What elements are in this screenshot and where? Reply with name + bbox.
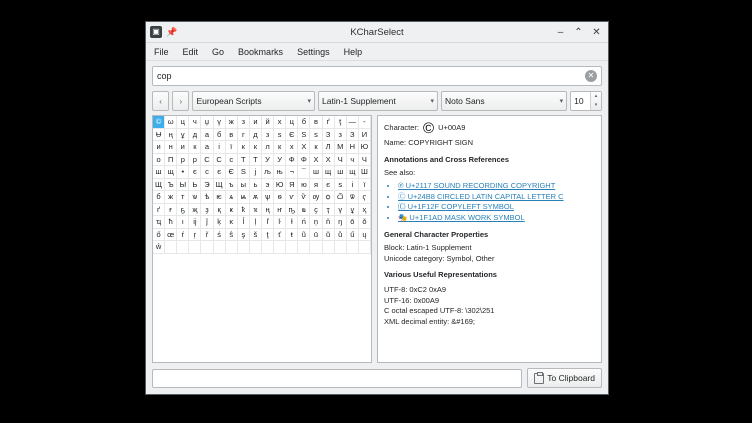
- character-cell[interactable]: У: [262, 154, 274, 167]
- character-cell[interactable]: ť: [274, 229, 286, 242]
- maximize-button[interactable]: ⌃: [574, 26, 583, 38]
- character-cell: [262, 241, 274, 254]
- character-cell[interactable]: ғ: [165, 204, 177, 217]
- character-cell: [274, 241, 286, 254]
- clipboard-icon: [534, 373, 544, 384]
- character-cell[interactable]: ś: [214, 229, 226, 242]
- character-cell[interactable]: ω: [165, 116, 177, 129]
- character-cell[interactable]: З: [347, 129, 359, 142]
- character-cell[interactable]: к: [250, 141, 262, 154]
- character-cell[interactable]: ľ: [262, 216, 274, 229]
- character-cell: [177, 241, 189, 254]
- character-cell[interactable]: Ф: [286, 154, 298, 167]
- character-cell[interactable]: ő: [153, 229, 165, 242]
- character-cell[interactable]: җ: [189, 204, 201, 217]
- character-cell[interactable]: н: [165, 141, 177, 154]
- representations-list: [384, 285, 595, 329]
- character-cell[interactable]: Φ: [298, 154, 310, 167]
- character-cell[interactable]: ѵ: [286, 191, 298, 204]
- character-cell[interactable]: š: [250, 229, 262, 242]
- cross-reference-link[interactable]: 🄒 U+1F12F COPYLEFT SYMBOL: [398, 202, 514, 212]
- cross-reference-link[interactable]: ℗ U+2117 SOUND RECORDING COPYRIGHT: [398, 180, 556, 190]
- character-cell[interactable]: ѽ: [335, 191, 347, 204]
- search-row: [146, 61, 608, 89]
- character-cell[interactable]: т: [177, 191, 189, 204]
- character-cell[interactable]: ō: [347, 216, 359, 229]
- name-value: COPYRIGHT SIGN: [408, 138, 474, 147]
- representation-row: XML decimal entity: &#169;: [384, 317, 476, 327]
- character-cell[interactable]: Є: [226, 166, 238, 179]
- character-cell[interactable]: ѧ: [226, 191, 238, 204]
- font-select-value: Noto Sans: [444, 96, 485, 106]
- character-cell[interactable]: ҵ: [153, 216, 165, 229]
- character-cell[interactable]: а: [201, 141, 213, 154]
- character-cell: [189, 241, 201, 254]
- character-cell[interactable]: ņ: [310, 216, 322, 229]
- character-cell[interactable]: ѩ: [238, 191, 250, 204]
- cross-reference-item[interactable]: [398, 202, 595, 213]
- font-select[interactable]: [441, 91, 567, 111]
- character-cell[interactable]: ц: [177, 116, 189, 129]
- character-cell[interactable]: є: [214, 166, 226, 179]
- character-cell[interactable]: ҕ: [177, 204, 189, 217]
- character-cell[interactable]: ĳ: [189, 216, 201, 229]
- character-cell[interactable]: љ: [262, 166, 274, 179]
- character-cell[interactable]: ѿ: [347, 191, 359, 204]
- character-cell[interactable]: Х: [298, 141, 310, 154]
- annotations-heading: Annotations and Cross References: [384, 154, 510, 164]
- character-cell[interactable]: щ: [165, 166, 177, 179]
- character-row: [384, 121, 595, 136]
- character-cell[interactable]: Щ: [214, 179, 226, 192]
- representations-heading: Various Useful Representations: [384, 269, 497, 279]
- character-cell[interactable]: ј: [250, 166, 262, 179]
- character-cell[interactable]: ţ: [335, 116, 347, 129]
- character-name-row: [384, 138, 595, 149]
- character-cell[interactable]: ң: [262, 204, 274, 217]
- character-cell[interactable]: к: [310, 141, 322, 154]
- character-cell[interactable]: ї: [359, 179, 371, 192]
- character-cell[interactable]: б: [214, 129, 226, 142]
- character-cell[interactable]: ҫ: [310, 204, 322, 217]
- character-cell[interactable]: ь: [250, 179, 262, 192]
- character-cell[interactable]: к: [238, 141, 250, 154]
- character-cell: [201, 241, 213, 254]
- to-clipboard-label: To Clipboard: [547, 373, 595, 383]
- chevron-down-icon: ▾: [559, 98, 564, 105]
- character-cell[interactable]: ґ: [153, 204, 165, 217]
- character-cell[interactable]: ń: [298, 216, 310, 229]
- character-cell[interactable]: ҟ: [238, 204, 250, 217]
- close-button[interactable]: ✕: [592, 26, 601, 38]
- character-cell[interactable]: щ: [347, 166, 359, 179]
- character-cell[interactable]: Ш: [359, 166, 371, 179]
- search-input[interactable]: [152, 66, 602, 86]
- character-cell[interactable]: ҭ: [323, 204, 335, 217]
- character-cell: [238, 241, 250, 254]
- cross-reference-link[interactable]: 🎭 U+1F1AD MASK WORK SYMBOL: [398, 213, 525, 223]
- character-cell[interactable]: з: [262, 129, 274, 142]
- window-controls: [555, 27, 604, 38]
- kcharselect-window: [145, 21, 609, 395]
- character-cell[interactable]: щ: [323, 166, 335, 179]
- character-cell: [286, 241, 298, 254]
- minimize-button[interactable]: –: [557, 26, 564, 38]
- character-cell[interactable]: б: [298, 116, 310, 129]
- character-cell[interactable]: ҳ: [359, 204, 371, 217]
- menu-settings[interactable]: Settings: [297, 46, 330, 57]
- character-cell[interactable]: ҥ: [274, 204, 286, 217]
- character-cell[interactable]: ĸ: [226, 216, 238, 229]
- pin-icon[interactable]: 📌: [166, 26, 178, 37]
- menu-go[interactable]: Go: [212, 46, 225, 57]
- character-cell[interactable]: ы: [238, 179, 250, 192]
- bottom-bar: [146, 363, 608, 394]
- character-cell[interactable]: ш: [153, 166, 165, 179]
- character-cell[interactable]: ү: [214, 116, 226, 129]
- character-cell[interactable]: р: [177, 154, 189, 167]
- character-cell[interactable]: ҧ: [286, 204, 298, 217]
- character-cell[interactable]: ş: [238, 229, 250, 242]
- character-cell[interactable]: ҁ: [359, 191, 371, 204]
- character-cell[interactable]: ű: [347, 229, 359, 242]
- character-cell[interactable]: ł: [286, 216, 298, 229]
- character-cell[interactable]: Ѕ: [238, 166, 250, 179]
- character-cell[interactable]: С: [214, 154, 226, 167]
- character-cell[interactable]: ŋ: [335, 216, 347, 229]
- character-cell[interactable]: ң: [165, 129, 177, 142]
- character-cell[interactable]: в: [226, 129, 238, 142]
- character-cell[interactable]: ѻ: [323, 191, 335, 204]
- character-cell[interactable]: œ: [165, 229, 177, 242]
- character-cell[interactable]: ĺ: [238, 216, 250, 229]
- character-cell[interactable]: ŀ: [274, 216, 286, 229]
- character-cell[interactable]: ш: [310, 166, 322, 179]
- font-size-decrease-icon[interactable]: ▾: [594, 102, 598, 108]
- back-button[interactable]: ‹: [152, 91, 169, 111]
- character-cell[interactable]: ŝ: [226, 229, 238, 242]
- character-cell[interactable]: ѫ: [250, 191, 262, 204]
- character-cell[interactable]: ъ: [226, 179, 238, 192]
- character-cell: [214, 241, 226, 254]
- character-cell[interactable]: ř: [201, 229, 213, 242]
- character-cell[interactable]: г: [238, 129, 250, 142]
- character-cell[interactable]: ũ: [298, 229, 310, 242]
- character-cell[interactable]: Ю: [274, 179, 286, 192]
- character-cell[interactable]: ¬: [286, 166, 298, 179]
- character-cell[interactable]: д: [189, 129, 201, 142]
- character-cell[interactable]: Ч: [359, 154, 371, 167]
- menu-edit[interactable]: Edit: [182, 46, 199, 57]
- character-cell[interactable]: х: [286, 141, 298, 154]
- character-cell[interactable]: ţ: [262, 229, 274, 242]
- character-cell[interactable]: ґ: [323, 116, 335, 129]
- character-glyph: ©: [423, 120, 435, 137]
- character-cell[interactable]: с: [201, 166, 213, 179]
- script-select-value: European Scripts: [196, 96, 262, 106]
- character-cell: [335, 241, 347, 254]
- character-cell[interactable]: ň: [323, 216, 335, 229]
- character-cell[interactable]: Л: [323, 141, 335, 154]
- app-icon: ▣: [150, 26, 162, 38]
- window-titlebar[interactable]: [146, 22, 608, 43]
- character-cell[interactable]: ŗ: [189, 229, 201, 242]
- character-cell[interactable]: Є: [286, 129, 298, 142]
- character-cell[interactable]: Н: [347, 141, 359, 154]
- character-cell: [298, 241, 310, 254]
- main-content: [146, 115, 608, 363]
- character-cell: [226, 241, 238, 254]
- character-cell[interactable]: ŭ: [323, 229, 335, 242]
- character-cell[interactable]: М: [335, 141, 347, 154]
- menubar: [146, 43, 608, 61]
- character-cell: [310, 241, 322, 254]
- character-cell[interactable]: ļ: [250, 216, 262, 229]
- character-cell[interactable]: ‑: [359, 116, 371, 129]
- character-grid[interactable]: [153, 116, 371, 254]
- character-cell[interactable]: ѕ: [335, 179, 347, 192]
- character-cell[interactable]: ¯: [298, 166, 310, 179]
- character-cell[interactable]: ҡ: [250, 204, 262, 217]
- character-cell[interactable]: З: [323, 129, 335, 142]
- character-cell[interactable]: я: [310, 179, 322, 192]
- font-size-spin-buttons[interactable]: [590, 92, 601, 110]
- forward-button[interactable]: ›: [172, 91, 189, 111]
- character-cell[interactable]: в: [310, 116, 322, 129]
- character-cell[interactable]: ѕ: [310, 129, 322, 142]
- character-cell[interactable]: Ч: [335, 154, 347, 167]
- name-label: Name:: [384, 138, 407, 147]
- character-cell[interactable]: ѥ: [214, 191, 226, 204]
- to-clipboard-button[interactable]: [527, 368, 602, 388]
- character-cell[interactable]: Щ: [153, 179, 165, 192]
- character-cell[interactable]: ұ: [347, 204, 359, 217]
- cross-reference-item[interactable]: [398, 181, 595, 192]
- character-cell[interactable]: ҩ: [298, 204, 310, 217]
- character-cell[interactable]: л: [262, 141, 274, 154]
- cross-reference-link[interactable]: Ⓒ U+24B8 CIRCLED LATIN CAPITAL LETTER C: [398, 191, 564, 201]
- cross-reference-item[interactable]: [398, 213, 595, 224]
- character-cell[interactable]: ů: [335, 229, 347, 242]
- menu-help[interactable]: Help: [343, 46, 363, 57]
- character-cell[interactable]: Ь: [189, 179, 201, 192]
- character-cell: [323, 241, 335, 254]
- chevron-down-icon: ▾: [307, 98, 312, 105]
- character-cell[interactable]: •: [177, 166, 189, 179]
- character-cell[interactable]: ѣ: [201, 191, 213, 204]
- character-cell[interactable]: а: [201, 129, 213, 142]
- character-cell[interactable]: і: [214, 141, 226, 154]
- character-cell[interactable]: ѕ: [274, 129, 286, 142]
- titlebar-left-icons: [150, 26, 178, 38]
- character-cell[interactable]: р: [189, 154, 201, 167]
- character-cell[interactable]: ҙ: [201, 204, 213, 217]
- character-cell[interactable]: ҝ: [226, 204, 238, 217]
- character-cell[interactable]: ѷ: [298, 191, 310, 204]
- see-also-label: See also:: [384, 167, 416, 177]
- character-label: Character:: [384, 123, 420, 133]
- category-row: Unicode category: Symbol, Other: [384, 253, 495, 263]
- character-cell[interactable]: ѳ: [274, 191, 286, 204]
- character-cell[interactable]: ı: [177, 216, 189, 229]
- character-cell[interactable]: ұ: [177, 129, 189, 142]
- character-cell[interactable]: и: [250, 116, 262, 129]
- character-cell[interactable]: У: [274, 154, 286, 167]
- character-cell[interactable]: ķ: [214, 216, 226, 229]
- character-cell[interactable]: Ю: [359, 141, 371, 154]
- font-size-stepper[interactable]: [570, 91, 602, 111]
- search-input-value[interactable]: cop: [157, 71, 172, 81]
- character-cell: [347, 241, 359, 254]
- character-cell[interactable]: к: [274, 141, 286, 154]
- character-cell[interactable]: қ: [214, 204, 226, 217]
- character-cell: [359, 241, 371, 254]
- menu-file[interactable]: File: [154, 46, 169, 57]
- navigation-toolbar: [146, 89, 608, 115]
- character-cell[interactable]: и: [177, 141, 189, 154]
- character-cell[interactable]: ч: [189, 116, 201, 129]
- character-cell[interactable]: ү: [335, 204, 347, 217]
- character-cell[interactable]: ш: [335, 166, 347, 179]
- character-cell[interactable]: ч: [347, 154, 359, 167]
- character-cell[interactable]: Т: [238, 154, 250, 167]
- character-grid-pane[interactable]: [152, 115, 372, 363]
- character-cell[interactable]: —: [347, 116, 359, 129]
- character-cell[interactable]: Э: [201, 179, 213, 192]
- character-cell[interactable]: з: [238, 116, 250, 129]
- character-cell[interactable]: Х: [310, 154, 322, 167]
- character-cell[interactable]: є: [323, 179, 335, 192]
- character-cell[interactable]: ŕ: [177, 229, 189, 242]
- character-cell[interactable]: ŵ: [153, 241, 165, 254]
- character-cell[interactable]: ŏ: [359, 216, 371, 229]
- character-cell[interactable]: ū: [310, 229, 322, 242]
- block-row: Block: Latin-1 Supplement: [384, 243, 472, 252]
- character-cell[interactable]: с: [226, 154, 238, 167]
- clear-search-icon[interactable]: ✕: [585, 70, 597, 82]
- character-cell[interactable]: Ʉ: [153, 129, 165, 142]
- character-cell[interactable]: Ъ: [165, 179, 177, 192]
- menu-bookmarks[interactable]: Bookmarks: [238, 46, 284, 57]
- script-select[interactable]: [192, 91, 315, 111]
- character-cell[interactable]: ж: [226, 116, 238, 129]
- character-cell[interactable]: Ѕ: [298, 129, 310, 142]
- character-cell[interactable]: к: [189, 141, 201, 154]
- character-cell[interactable]: ħ: [165, 216, 177, 229]
- character-cell[interactable]: о: [153, 154, 165, 167]
- character-codepoint: U+00A9: [438, 123, 466, 133]
- cross-reference-list: [384, 181, 595, 225]
- cross-reference-item[interactable]: [398, 192, 595, 203]
- character-cell[interactable]: Ы: [177, 179, 189, 192]
- character-cell[interactable]: ĵ: [201, 216, 213, 229]
- character-cell[interactable]: б: [153, 191, 165, 204]
- character-cell[interactable]: ŧ: [286, 229, 298, 242]
- clipboard-text-input[interactable]: [152, 369, 522, 388]
- character-cell[interactable]: џ: [201, 116, 213, 129]
- character-cell[interactable]: С: [201, 154, 213, 167]
- representation-row: UTF-8: 0xC2 0xA9: [384, 284, 447, 294]
- character-details-pane: [377, 115, 602, 363]
- character-cell[interactable]: х: [274, 116, 286, 129]
- character-cell[interactable]: є: [189, 166, 201, 179]
- character-cell: [165, 241, 177, 254]
- general-properties-heading: General Character Properties: [384, 230, 489, 240]
- character-cell[interactable]: й: [262, 116, 274, 129]
- window-title: KCharSelect: [350, 26, 404, 38]
- character-cell[interactable]: з: [335, 129, 347, 142]
- character-cell[interactable]: ѹ: [310, 191, 322, 204]
- font-size-increase-icon[interactable]: ▴: [594, 93, 598, 99]
- character-cell[interactable]: ©: [153, 116, 165, 129]
- character-cell[interactable]: П: [165, 154, 177, 167]
- character-cell[interactable]: э: [262, 179, 274, 192]
- character-cell: [250, 241, 262, 254]
- character-cell[interactable]: њ: [274, 166, 286, 179]
- character-cell[interactable]: Х: [323, 154, 335, 167]
- character-cell[interactable]: ж: [165, 191, 177, 204]
- character-cell[interactable]: ю: [298, 179, 310, 192]
- character-cell[interactable]: ѱ: [262, 191, 274, 204]
- character-cell[interactable]: ѡ: [189, 191, 201, 204]
- font-size-value: 10: [574, 96, 584, 106]
- character-cell[interactable]: Т: [250, 154, 262, 167]
- character-cell[interactable]: ї: [226, 141, 238, 154]
- character-cell[interactable]: ц: [286, 116, 298, 129]
- character-cell[interactable]: д: [250, 129, 262, 142]
- character-cell[interactable]: ų: [359, 229, 371, 242]
- representation-row: C octal escaped UTF-8: \302\251: [384, 306, 495, 316]
- character-cell[interactable]: Я: [286, 179, 298, 192]
- chevron-down-icon: ▾: [430, 98, 434, 105]
- character-cell[interactable]: и: [153, 141, 165, 154]
- character-cell[interactable]: і: [347, 179, 359, 192]
- block-select-value: Latin-1 Supplement: [322, 96, 396, 106]
- character-cell[interactable]: И: [359, 129, 371, 142]
- block-select[interactable]: [318, 91, 438, 111]
- representation-row: UTF-16: 0x00A9: [384, 295, 440, 305]
